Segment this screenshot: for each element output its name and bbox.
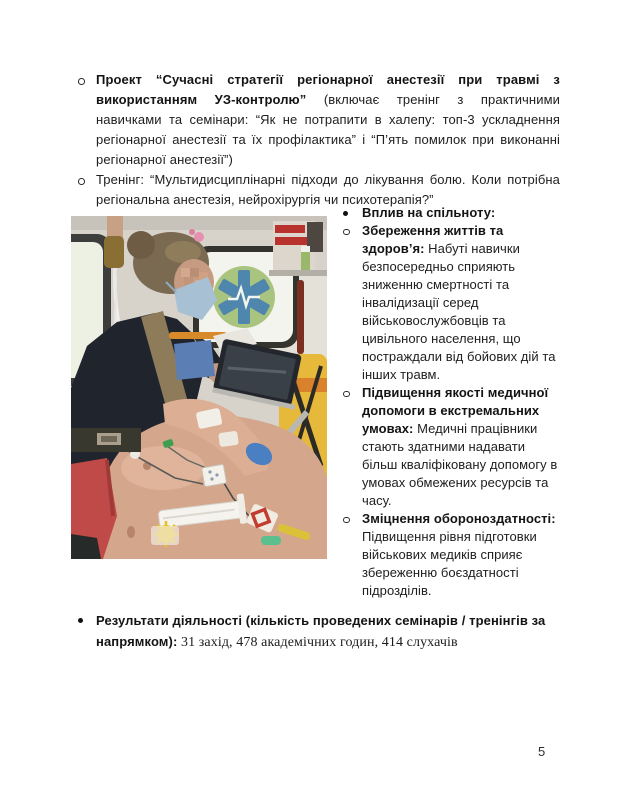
list-item (343, 384, 560, 510)
list-item (343, 222, 560, 384)
impact-item-title: Збереження життів та здоров’я: (362, 223, 504, 256)
ambulance-paramedic-photo (71, 216, 327, 559)
bullet-hollow-icon (78, 70, 96, 170)
top-bullet-list (78, 70, 560, 210)
impact-heading: Вплив на спільноту: (362, 205, 496, 220)
list-item (343, 510, 560, 600)
list-item-text (362, 384, 560, 510)
results-values: 31 захід, 478 академічних годин, 414 слухачів (177, 635, 458, 650)
bullet-hollow-icon (343, 222, 362, 384)
star-of-life-icon (213, 266, 275, 328)
list-item-text (362, 510, 560, 600)
project-title: Проект “Сучасні стратегії регіонарної анестезії при травмі з використанням УЗ-контролю” (96, 72, 560, 107)
bullet-filled-icon (343, 204, 362, 222)
training-description: Тренінг: “Мультидисциплінарні підходи до лікування болю. Коли потрібна регіональна анестезія, нейрохірургія чи психотерапія?” (96, 172, 560, 207)
project-description: (включає тренінг з практичними навичками та семінари: “Як не потрапити в халепу: топ-3 ускладнення регіонарної анестезії та їх профілактика” і “П’ять помилок при виконанні регіонарної анестезії”) (96, 92, 560, 167)
impact-item-body: Набуті навички безпосередньо сприяють зниженню смертності та інвалідизації серед військовослужбовців та цивільного населення, що постраждали від бойових дій та інших травм. (362, 241, 556, 382)
bullet-hollow-icon (343, 384, 362, 510)
bullet-hollow-icon (343, 510, 362, 600)
results-text (96, 610, 560, 653)
list-item (343, 204, 560, 222)
list-item-text (362, 222, 560, 384)
impact-column (343, 204, 560, 600)
impact-item-body: Підвищення рівня підготовки військових медиків сприяє збереженню боєздатності підрозділів. (362, 529, 537, 598)
bullet-filled-icon (78, 610, 96, 653)
list-item (78, 70, 560, 170)
photo-text-row (71, 205, 560, 600)
bullet-hollow-icon (78, 170, 96, 210)
results-label: Результати діяльності (кількість проведених семінарів / тренінгів за напрямком): (96, 613, 546, 649)
list-item-text (96, 70, 560, 170)
results-item (78, 610, 560, 653)
page-number: 5 (538, 744, 546, 759)
impact-item-title: Зміцнення обороноздатності: (362, 511, 556, 526)
impact-item-title: Підвищення якості медичної допомоги в екстремальних умовах: (362, 385, 549, 436)
photo-container (71, 216, 327, 600)
impact-item-body: Медичні працівники стають здатними надавати більш кваліфіковану допомогу в умовах обмежених ресурсів та часу. (362, 421, 558, 508)
